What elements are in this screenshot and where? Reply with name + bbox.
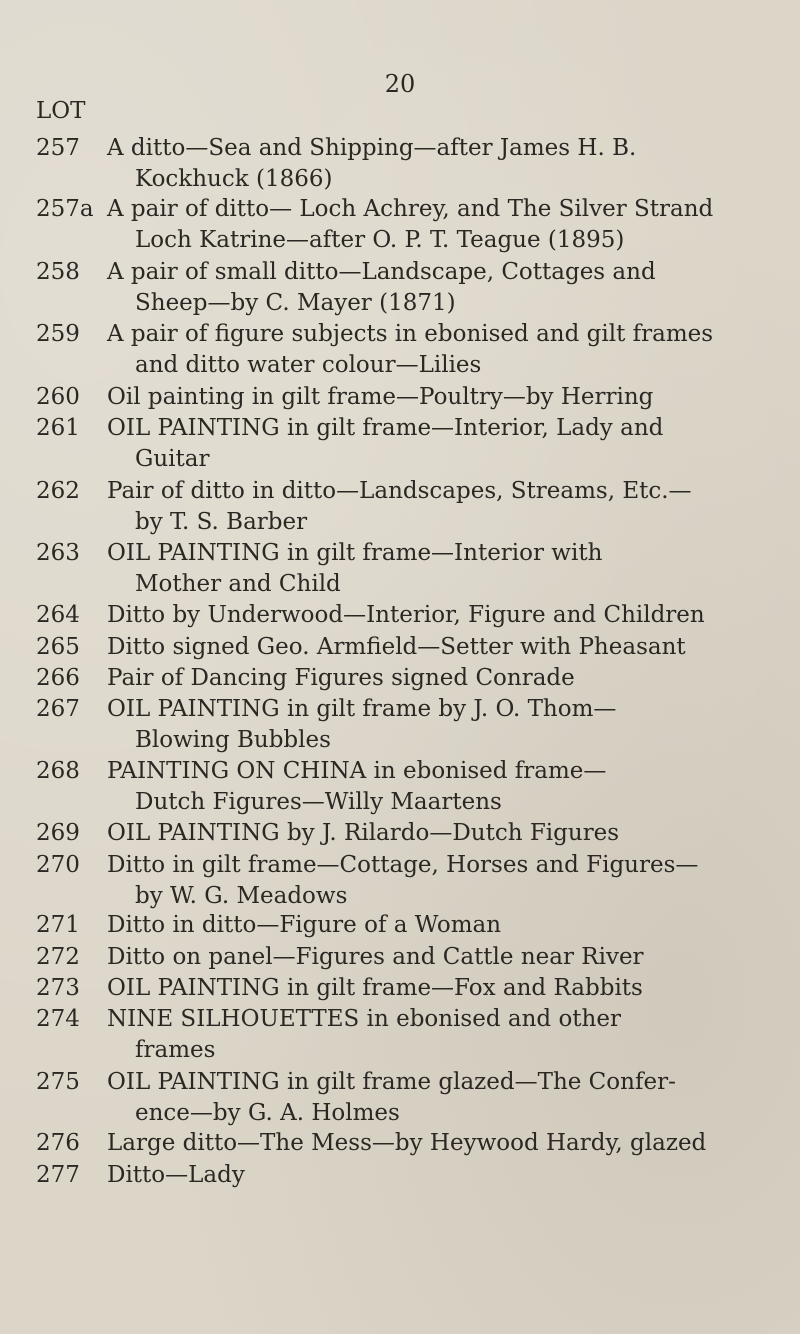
lot-description xyxy=(107,600,784,631)
lot-description-continuation: Sheep—by C. Mayer (1871) xyxy=(135,290,456,316)
lot-number: 259 xyxy=(36,321,80,347)
lot-description-continuation: ence—by G. A. Holmes xyxy=(135,1100,400,1126)
lot-number: 275 xyxy=(36,1069,80,1095)
lot-entry xyxy=(36,413,784,475)
lot-description-line: Ditto in ditto—Figure of a Woman xyxy=(107,912,502,938)
lot-number: 273 xyxy=(36,975,80,1001)
lot-description xyxy=(107,1067,784,1129)
lot-description xyxy=(107,850,784,912)
lot-entry xyxy=(36,319,784,381)
lot-description xyxy=(107,632,784,663)
lot-number: 265 xyxy=(36,634,80,660)
lot-description xyxy=(107,663,784,694)
lot-entry xyxy=(36,910,784,941)
lot-description xyxy=(107,973,784,1004)
lot-description-continuation: Guitar xyxy=(135,446,210,472)
lot-description-line: OIL PAINTING in gilt frame—Interior, Lady and xyxy=(107,415,664,441)
lot-description-line: OIL PAINTING in gilt frame by J. O. Thom— xyxy=(107,696,617,722)
lot-description-line: Oil painting in gilt frame—Poultry—by Herring xyxy=(107,384,654,410)
lot-description xyxy=(107,538,784,600)
lot-description xyxy=(107,1128,784,1159)
lot-entry xyxy=(36,1004,784,1066)
lot-description xyxy=(107,194,784,256)
lot-description-line: OIL PAINTING in gilt frame—Interior with xyxy=(107,540,603,566)
lot-description xyxy=(107,133,784,195)
lot-entry xyxy=(36,382,784,413)
lot-number: 268 xyxy=(36,758,80,784)
lot-description-line: Ditto signed Geo. Armfield—Setter with Pheasant xyxy=(107,634,686,660)
lot-entry xyxy=(36,1067,784,1129)
lot-description xyxy=(107,1160,784,1191)
lot-number: 274 xyxy=(36,1006,80,1032)
lot-description-line: A pair of small ditto—Landscape, Cottages and xyxy=(107,259,656,285)
lot-description-continuation: Dutch Figures—Willy Maartens xyxy=(135,789,502,815)
lot-description-line: Ditto in gilt frame—Cottage, Horses and Figures— xyxy=(107,852,699,878)
lot-entry xyxy=(36,538,784,600)
lot-column-header: LOT xyxy=(36,98,86,124)
lot-description-line: NINE SILHOUETTES in ebonised and other xyxy=(107,1006,621,1032)
lot-entry xyxy=(36,756,784,818)
lot-description-line: A pair of ditto— Loch Achrey, and The Silver Strand xyxy=(107,196,714,222)
lot-description-line: Ditto on panel—Figures and Cattle near River xyxy=(107,944,644,970)
lot-entry xyxy=(36,694,784,756)
lot-entry xyxy=(36,942,784,973)
page-number: 20 xyxy=(384,70,416,98)
lot-entry xyxy=(36,1160,784,1191)
lot-number: 257 xyxy=(36,135,80,161)
lot-description-continuation: by W. G. Meadows xyxy=(135,883,348,909)
lot-description-line: Pair of ditto in ditto—Landscapes, Streams, Etc.— xyxy=(107,478,692,504)
lot-number: 272 xyxy=(36,944,80,970)
lot-description xyxy=(107,756,784,818)
lot-entry xyxy=(36,973,784,1004)
lot-description-continuation: Mother and Child xyxy=(135,571,341,597)
lot-entry xyxy=(36,133,784,195)
lot-number: 276 xyxy=(36,1130,80,1156)
lot-description-line: OIL PAINTING by J. Rilardo—Dutch Figures xyxy=(107,820,620,846)
lot-description xyxy=(107,413,784,475)
lot-description-line: Ditto by Underwood—Interior, Figure and Children xyxy=(107,602,705,628)
lot-number: 277 xyxy=(36,1162,80,1188)
lot-entry xyxy=(36,194,784,256)
lot-description-continuation: frames xyxy=(135,1037,216,1063)
lot-number: 267 xyxy=(36,696,80,722)
lot-entry xyxy=(36,476,784,538)
lot-description-continuation: Blowing Bubbles xyxy=(135,727,331,753)
lot-description-line: A ditto—Sea and Shipping—after James H. B. xyxy=(107,135,637,161)
lot-number: 258 xyxy=(36,259,80,285)
lot-entry xyxy=(36,600,784,631)
lot-description-line: A pair of figure subjects in ebonised and gilt frames xyxy=(107,321,714,347)
lot-description xyxy=(107,319,784,381)
lot-description-line: Large ditto—The Mess—by Heywood Hardy, glazed xyxy=(107,1130,707,1156)
lot-number: 257a xyxy=(36,196,94,222)
lot-number: 271 xyxy=(36,912,80,938)
lot-number: 261 xyxy=(36,415,80,441)
lot-description-line: Ditto—Lady xyxy=(107,1162,245,1188)
lot-description xyxy=(107,910,784,941)
lot-description xyxy=(107,257,784,319)
lot-description-line: Pair of Dancing Figures signed Conrade xyxy=(107,665,575,691)
lot-number: 266 xyxy=(36,665,80,691)
lot-number: 269 xyxy=(36,820,80,846)
lot-description xyxy=(107,382,784,413)
lot-description xyxy=(107,694,784,756)
lot-number: 260 xyxy=(36,384,80,410)
lot-number: 264 xyxy=(36,602,80,628)
lot-entry xyxy=(36,850,784,912)
lot-description-continuation: by T. S. Barber xyxy=(135,509,308,535)
lot-description xyxy=(107,942,784,973)
lot-number: 270 xyxy=(36,852,80,878)
lot-description xyxy=(107,476,784,538)
lot-description-line: OIL PAINTING in gilt frame—Fox and Rabbits xyxy=(107,975,643,1001)
lot-number: 262 xyxy=(36,478,80,504)
lot-entry xyxy=(36,663,784,694)
lot-number: 263 xyxy=(36,540,80,566)
lot-entry xyxy=(36,818,784,849)
lot-description-line: OIL PAINTING in gilt frame glazed—The Confer- xyxy=(107,1069,676,1095)
lot-description-line: PAINTING ON CHINA in ebonised frame— xyxy=(107,758,607,784)
lot-description-continuation: and ditto water colour—Lilies xyxy=(135,352,482,378)
lot-description xyxy=(107,1004,784,1066)
lot-description xyxy=(107,818,784,849)
lot-entry xyxy=(36,1128,784,1159)
lot-description-continuation: Kockhuck (1866) xyxy=(135,166,333,192)
lot-description-continuation: Loch Katrine—after O. P. T. Teague (1895) xyxy=(135,227,625,253)
lot-entry xyxy=(36,257,784,319)
lot-entry xyxy=(36,632,784,663)
